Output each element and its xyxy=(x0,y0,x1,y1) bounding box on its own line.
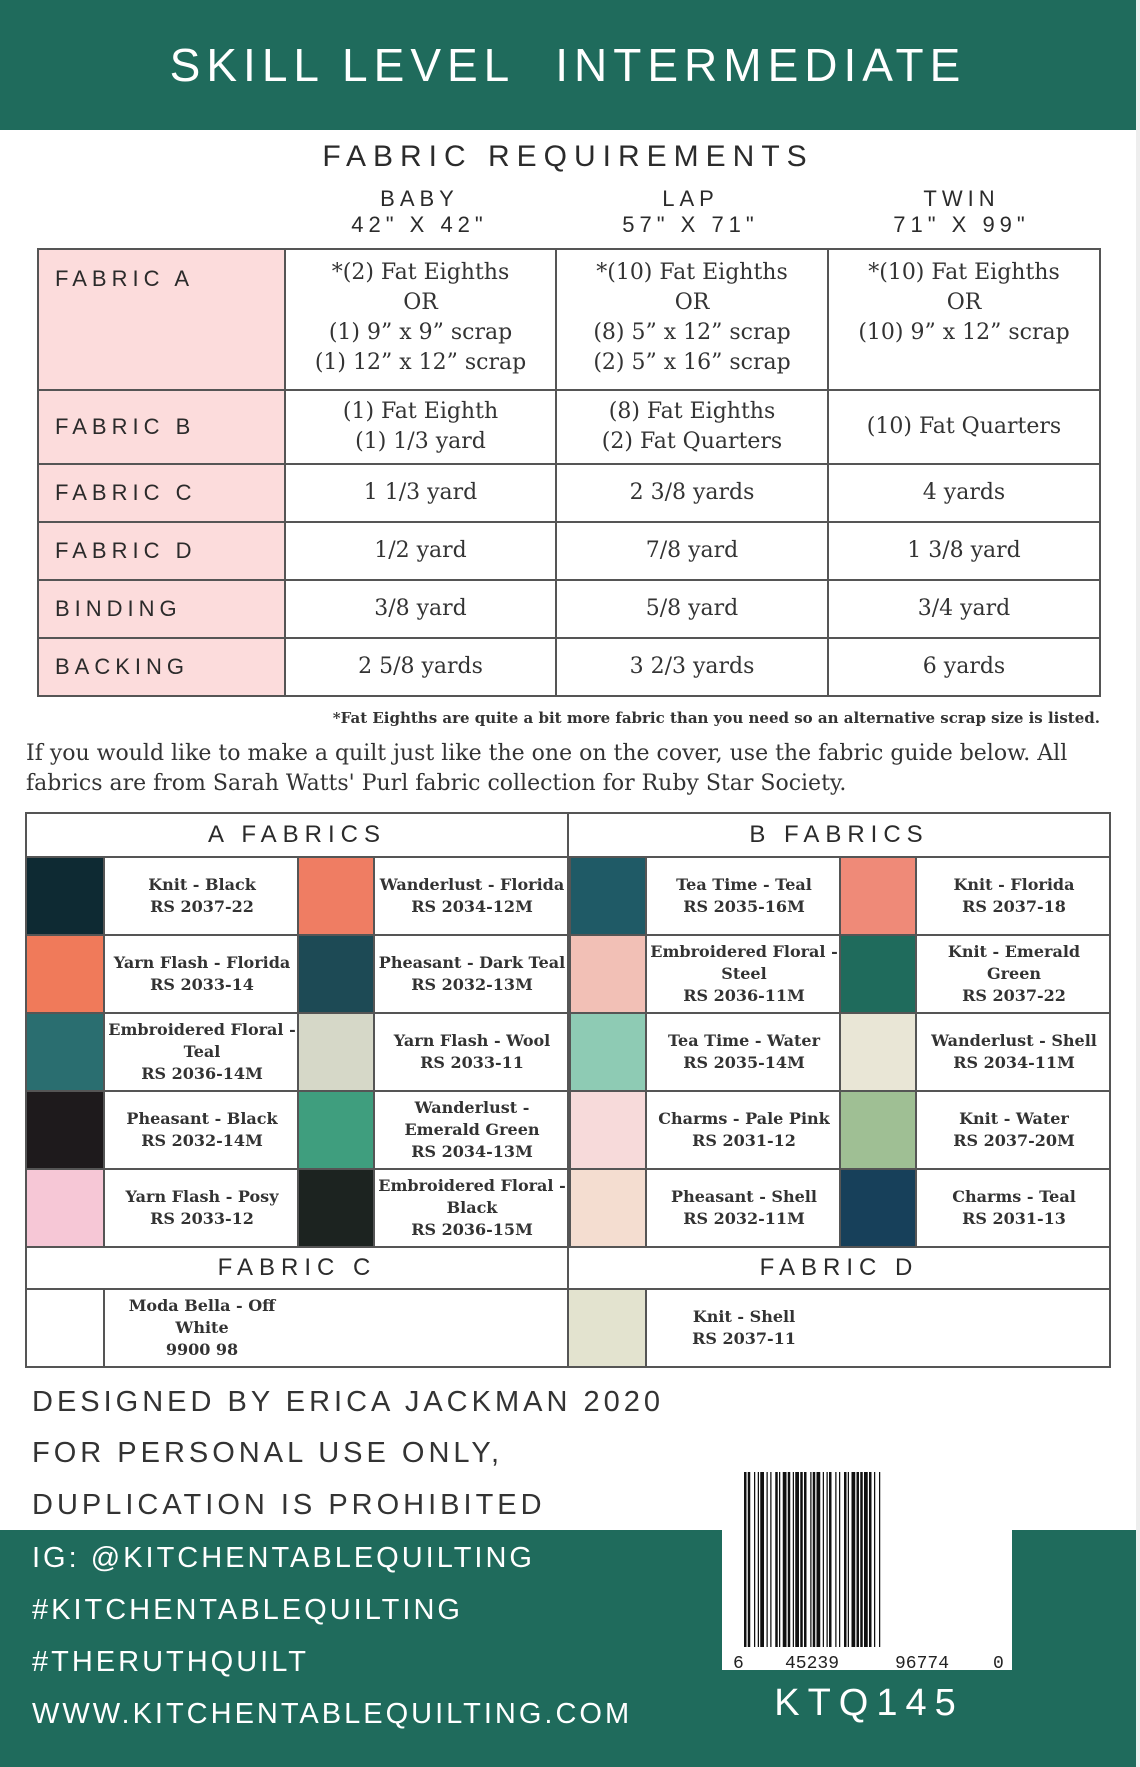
requirement-line: OR xyxy=(403,290,438,315)
requirement-line: (10) Fat Quarters xyxy=(866,414,1062,439)
fabric-code: RS 2032-13M xyxy=(411,975,533,994)
fabric-name: Embroidered Floral - Steel xyxy=(650,942,838,983)
requirement-line: 2 5/8 yards xyxy=(358,654,483,679)
fabric-swatch xyxy=(839,858,917,934)
fabric-code: RS 2037-18 xyxy=(962,897,1066,916)
fabric-code: RS 2036-11M xyxy=(683,986,805,1005)
fabric-requirements-table xyxy=(37,248,1101,697)
fabric-name: Knit - Water xyxy=(959,1109,1069,1128)
fabric-code: RS 2036-15M xyxy=(411,1220,533,1239)
fabric-label xyxy=(377,936,567,1012)
b-fabrics-title: B FABRICS xyxy=(569,814,1109,858)
fabric-label xyxy=(919,1170,1109,1246)
size-dims: 71" X 99" xyxy=(893,212,1030,237)
fabric-label xyxy=(919,936,1109,1012)
requirement-line: 4 yards xyxy=(922,480,1006,505)
requirement-cell xyxy=(556,464,828,522)
fabric-swatch xyxy=(839,1170,917,1246)
barcode xyxy=(722,1460,1012,1670)
requirement-line: 6 yards xyxy=(922,654,1006,679)
requirement-line: *(10) Fat Eighths xyxy=(868,260,1060,285)
requirement-line: *(10) Fat Eighths xyxy=(596,260,788,285)
requirement-cell xyxy=(828,638,1100,696)
requirement-line: (1) Fat Eighth xyxy=(342,399,499,424)
fabric-code: RS 2035-16M xyxy=(683,897,805,916)
fabric-code: RS 2031-13 xyxy=(962,1209,1066,1228)
requirement-line: 7/8 yard xyxy=(645,538,739,563)
skill-level-label: SKILL LEVEL xyxy=(169,39,516,91)
requirement-line: (1) 1/3 yard xyxy=(355,429,486,454)
requirement-cell xyxy=(556,638,828,696)
requirement-line: 5/8 yard xyxy=(645,596,739,621)
requirement-line: *(2) Fat Eighths xyxy=(331,260,510,285)
fabric-name: Embroidered Floral - Black xyxy=(378,1176,566,1217)
requirement-cell xyxy=(556,390,828,464)
barcode-digits-left: 45239 xyxy=(785,1654,840,1674)
requirement-line: 1 1/3 yard xyxy=(363,480,478,505)
barcode-digit-first: 6 xyxy=(733,1654,744,1674)
edge-strip xyxy=(1136,0,1140,1767)
fabric-guide xyxy=(25,812,1111,1368)
fabric-code: RS 2037-22 xyxy=(150,897,254,916)
barcode-bars xyxy=(744,1472,990,1647)
requirements-row xyxy=(38,638,1100,696)
requirement-cell xyxy=(285,522,556,580)
requirement-line: OR xyxy=(946,290,982,315)
fabric-name: Charms - Teal xyxy=(952,1187,1076,1206)
fabric-label xyxy=(107,1092,297,1168)
requirement-cell xyxy=(556,522,828,580)
fabric-code: 9900 98 xyxy=(165,1340,239,1359)
fabric-name: Moda Bella - Off White xyxy=(128,1296,276,1337)
requirement-cell xyxy=(828,580,1100,638)
fabric-name: Knit - Black xyxy=(148,875,256,894)
fabric-name: Knit - Shell xyxy=(692,1307,796,1326)
fabric-code: RS 2037-20M xyxy=(953,1131,1075,1150)
barcode-digit-last: 0 xyxy=(993,1654,1004,1674)
fabric-name: Embroidered Floral - Teal xyxy=(108,1020,296,1061)
fabric-code: RS 2033-11 xyxy=(420,1053,524,1072)
row-label: FABRIC A xyxy=(38,249,285,390)
fabric-swatch xyxy=(297,1014,375,1090)
fabric-swatch xyxy=(569,1170,647,1246)
size-dims: 42" X 42" xyxy=(351,212,488,237)
fabric-c-label xyxy=(107,1290,297,1366)
size-header-baby xyxy=(284,186,555,238)
fabric-swatch xyxy=(27,1170,105,1246)
hashtag-theruthquilt[interactable]: #THERUTHQUILT xyxy=(32,1646,309,1678)
fabric-d-swatch xyxy=(569,1290,647,1366)
fabric-label xyxy=(649,1092,839,1168)
requirement-cell xyxy=(285,249,556,390)
website-link[interactable]: WWW.KITCHENTABLEQUILTING.COM xyxy=(32,1698,633,1730)
row-label: BACKING xyxy=(38,638,285,696)
requirement-cell xyxy=(285,580,556,638)
fabric-swatch xyxy=(569,858,647,934)
row-label: BINDING xyxy=(38,580,285,638)
fabric-swatch xyxy=(839,936,917,1012)
requirements-row xyxy=(38,580,1100,638)
fabric-c-title: FABRIC C xyxy=(27,1246,567,1290)
requirement-line: (8) 5” x 12” scrap xyxy=(593,320,791,345)
fabric-c-swatch xyxy=(27,1290,105,1366)
fabric-swatch xyxy=(569,1092,647,1168)
skill-level-banner xyxy=(0,0,1136,130)
fabric-label xyxy=(649,858,839,934)
fabric-swatch xyxy=(27,1014,105,1090)
fabric-code: RS 2031-12 xyxy=(692,1131,796,1150)
fabric-d-label xyxy=(649,1290,839,1366)
fabric-label xyxy=(649,1014,839,1090)
fabric-name: Knit - Florida xyxy=(953,875,1075,894)
a-fabrics-title: A FABRICS xyxy=(27,814,567,858)
requirements-row xyxy=(38,464,1100,522)
requirement-line: 3/4 yard xyxy=(917,596,1011,621)
requirement-cell xyxy=(285,464,556,522)
fabric-name: Pheasant - Shell xyxy=(671,1187,817,1206)
requirement-line: (10) 9” x 12” scrap xyxy=(858,320,1070,345)
fabric-name: Pheasant - Dark Teal xyxy=(378,953,566,972)
requirement-line: 2 3/8 yards xyxy=(629,480,755,505)
pattern-sku: KTQ145 xyxy=(774,1682,964,1724)
fabric-swatch xyxy=(839,1014,917,1090)
size-header-twin xyxy=(826,186,1097,238)
requirement-line: OR xyxy=(674,290,710,315)
fabric-requirements-title: FABRIC REQUIREMENTS xyxy=(322,140,814,173)
fabric-swatch xyxy=(27,1092,105,1168)
fabric-guide-intro: If you would like to make a quilt just like the one on the cover, use the fabric guide below. All fabrics are from Sarah Watts' Purl fabric collection for Ruby Star Society. xyxy=(26,741,1068,796)
fabric-name: Wanderlust - Florida xyxy=(379,875,565,894)
fabric-name: Pheasant - Black xyxy=(126,1109,278,1128)
fabric-code: RS 2035-14M xyxy=(683,1053,805,1072)
fabric-label xyxy=(107,858,297,934)
skill-level-value: INTERMEDIATE xyxy=(555,39,967,91)
fabric-name: Tea Time - Teal xyxy=(676,875,812,894)
fabric-name: Charms - Pale Pink xyxy=(658,1109,830,1128)
fabric-code: RS 2032-14M xyxy=(141,1131,263,1150)
fabric-code: RS 2034-12M xyxy=(411,897,533,916)
fabric-code: RS 2036-14M xyxy=(141,1064,263,1083)
requirement-cell xyxy=(828,464,1100,522)
fabric-name: Yarn Flash - Posy xyxy=(125,1187,279,1206)
fabric-code: RS 2033-14 xyxy=(150,975,254,994)
requirement-line: 1/2 yard xyxy=(374,538,467,563)
fabric-label xyxy=(377,1170,567,1246)
fabric-label xyxy=(377,858,567,934)
personal-use-notice: FOR PERSONAL USE ONLY, xyxy=(32,1437,504,1469)
size-name: BABY xyxy=(380,186,459,211)
requirement-cell xyxy=(828,522,1100,580)
fabric-name: Tea Time - Water xyxy=(667,1031,820,1050)
requirement-cell xyxy=(556,249,828,390)
requirement-line: 3 2/3 yards xyxy=(629,654,755,679)
fabric-code: RS 2037-22 xyxy=(962,986,1066,1005)
requirement-line: (2) 5” x 16” scrap xyxy=(593,350,791,375)
fabric-code: RS 2032-11M xyxy=(683,1209,805,1228)
requirement-line: 1 3/8 yard xyxy=(907,538,1021,563)
fabric-code: RS 2033-12 xyxy=(150,1209,254,1228)
fabric-swatch xyxy=(27,858,105,934)
requirement-line: 3/8 yard xyxy=(374,596,467,621)
fabric-label xyxy=(649,936,839,1012)
fabric-label xyxy=(919,858,1109,934)
requirement-cell xyxy=(285,638,556,696)
fabric-label xyxy=(377,1092,567,1168)
fabric-swatch xyxy=(569,1014,647,1090)
requirement-cell xyxy=(556,580,828,638)
fabric-label xyxy=(919,1092,1109,1168)
fabric-code: RS 2034-11M xyxy=(953,1053,1075,1072)
fabric-swatch xyxy=(297,1170,375,1246)
hashtag-kitchentablequilting[interactable]: #KITCHENTABLEQUILTING xyxy=(32,1594,463,1626)
size-dims: 57" X 71" xyxy=(622,212,759,237)
fabric-swatch xyxy=(297,936,375,1012)
designed-by: DESIGNED BY ERICA JACKMAN 2020 xyxy=(32,1386,664,1418)
row-label: FABRIC D xyxy=(38,522,285,580)
fabric-code: RS 2037-11 xyxy=(692,1329,796,1348)
fabric-swatch xyxy=(297,858,375,934)
fabric-label xyxy=(107,1014,297,1090)
duplication-notice: DUPLICATION IS PROHIBITED xyxy=(32,1489,546,1521)
requirement-line: (2) Fat Quarters xyxy=(601,429,783,454)
size-header-lap xyxy=(555,186,826,238)
fabric-name: Yarn Flash - Florida xyxy=(113,953,291,972)
fat-eighths-note: *Fat Eighths are quite a bit more fabric than you need so an alternative scrap size is listed. xyxy=(332,709,1100,727)
barcode-digits-right: 96774 xyxy=(895,1654,950,1674)
row-label: FABRIC C xyxy=(38,464,285,522)
requirement-cell xyxy=(828,390,1100,464)
row-label: FABRIC B xyxy=(38,390,285,464)
fabric-label xyxy=(107,1170,297,1246)
size-name: TWIN xyxy=(923,186,1000,211)
fabric-label xyxy=(107,936,297,1012)
requirement-cell xyxy=(828,249,1100,390)
fabric-code: RS 2034-13M xyxy=(411,1142,533,1161)
fabric-label xyxy=(649,1170,839,1246)
fabric-name: Knit - Emerald Green xyxy=(947,942,1081,983)
fabric-swatch xyxy=(569,936,647,1012)
requirement-cell xyxy=(285,390,556,464)
requirement-line: (1) 9” x 9” scrap xyxy=(328,320,513,345)
requirements-row xyxy=(38,390,1100,464)
fabric-swatch xyxy=(839,1092,917,1168)
fabric-name: Wanderlust - Emerald Green xyxy=(404,1098,540,1139)
fabric-swatch xyxy=(297,1092,375,1168)
instagram-handle[interactable]: IG: @KITCHENTABLEQUILTING xyxy=(32,1542,535,1574)
requirements-row xyxy=(38,249,1100,390)
fabric-name: Yarn Flash - Wool xyxy=(393,1031,551,1050)
size-name: LAP xyxy=(662,186,719,211)
requirement-line: (8) Fat Eighths xyxy=(608,399,776,424)
fabric-name: Wanderlust - Shell xyxy=(931,1031,1097,1050)
requirement-line: (1) 12” x 12” scrap xyxy=(314,350,527,375)
requirements-row xyxy=(38,522,1100,580)
fabric-label xyxy=(377,1014,567,1090)
fabric-d-title: FABRIC D xyxy=(569,1246,1109,1290)
fabric-swatch xyxy=(27,936,105,1012)
fabric-label xyxy=(919,1014,1109,1090)
